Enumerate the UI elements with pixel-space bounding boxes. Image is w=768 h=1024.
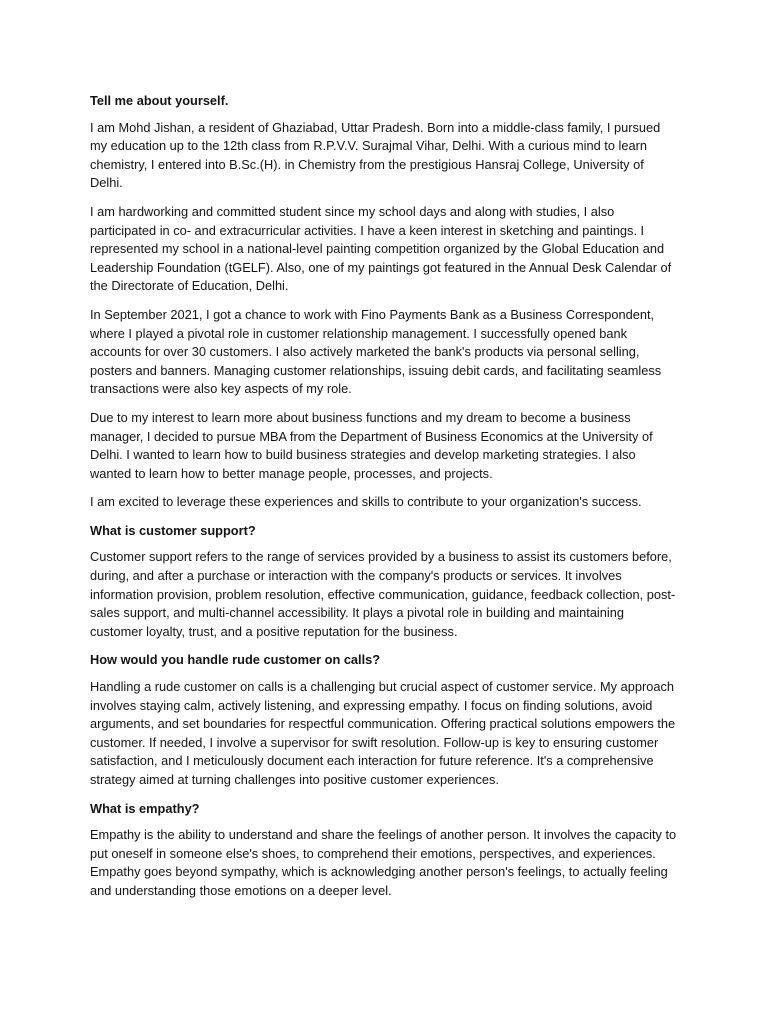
- section-customer-support: [90, 522, 680, 642]
- paragraph: Handling a rude customer on calls is a challenging but crucial aspect of customer service. My approach involves staying calm, actively listening, and expressing empathy. I focus on finding solutions, avoid arguments, and set boundaries for respectful communication. Offering practical solutions empowers the customer. If needed, I involve a supervisor for swift resolution. Follow-up is key to ensuring customer satisfaction, and I meticulously document each interaction for future reference. It's a comprehensive strategy aimed at turning challenges into positive customer experiences.: [90, 679, 676, 787]
- paragraph: In September 2021, I got a chance to work with Fino Payments Bank as a Business Correspondent, where I played a pivotal role in customer relationship management. I successfully opened bank accounts for over 30 customers. I also actively marketed the bank's products via personal selling, posters and banners. Managing customer relationships, issuing debit cards, and facilitating seamless transactions were also key aspects of my role.: [90, 306, 662, 397]
- section-tell-me-about-yourself: [90, 92, 680, 512]
- paragraph: I am Mohd Jishan, a resident of Ghaziabad, Uttar Pradesh. Born into a middle-class family, I pursued my education up to the 12th class from R.P.V.V. Surajmal Vihar, Delhi. With a curious mind to learn chemistry, I entered into B.Sc.(H). in Chemistry from the prestigious Hansraj College, University of Delhi.: [90, 119, 661, 191]
- paragraph: I am excited to leverage these experiences and skills to contribute to your organization's success.: [90, 494, 642, 510]
- question-heading: What is customer support?: [90, 522, 256, 538]
- question-heading: How would you handle rude customer on calls?: [90, 652, 381, 668]
- paragraph: I am hardworking and committed student since my school days and along with studies, I also participated in co- and extracurricular activities. I have a keen interest in sketching and paintings. I represented my school in a national-level painting competition organized by the Global Education and Leadership Foundation (tGELF). Also, one of my paintings got featured in the Annual Desk Calendar of the Directorate of Education, Delhi.: [90, 203, 672, 294]
- paragraph: Due to my interest to learn more about business functions and my dream to become a business manager, I decided to pursue MBA from the Department of Business Economics at the University of Delhi. I wanted to learn how to build business strategies and develop marketing strategies. I also wanted to learn how to better manage people, processes, and projects.: [90, 409, 653, 481]
- question-heading: What is empathy?: [90, 800, 200, 816]
- paragraph: Customer support refers to the range of services provided by a business to assist its customers before, during, and after a purchase or interaction with the company's products or services. It involves information provision, problem resolution, effective communication, guidance, feedback collection, post-sales support, and multi-channel accessibility. It plays a pivotal role in building and maintaining customer loyalty, trust, and a positive reputation for the business.: [90, 549, 676, 639]
- paragraph: Empathy is the ability to understand and share the feelings of another person. It involves the capacity to put oneself in someone else's shoes, to comprehend their emotions, perspectives, and experiences. Empathy goes beyond sympathy, which is acknowledging another person's feelings, to actually feeling and understanding those emotions on a deeper level.: [90, 827, 677, 898]
- section-rude-customer: [90, 651, 680, 789]
- section-empathy: [90, 800, 680, 901]
- question-heading: Tell me about yourself.: [90, 93, 229, 108]
